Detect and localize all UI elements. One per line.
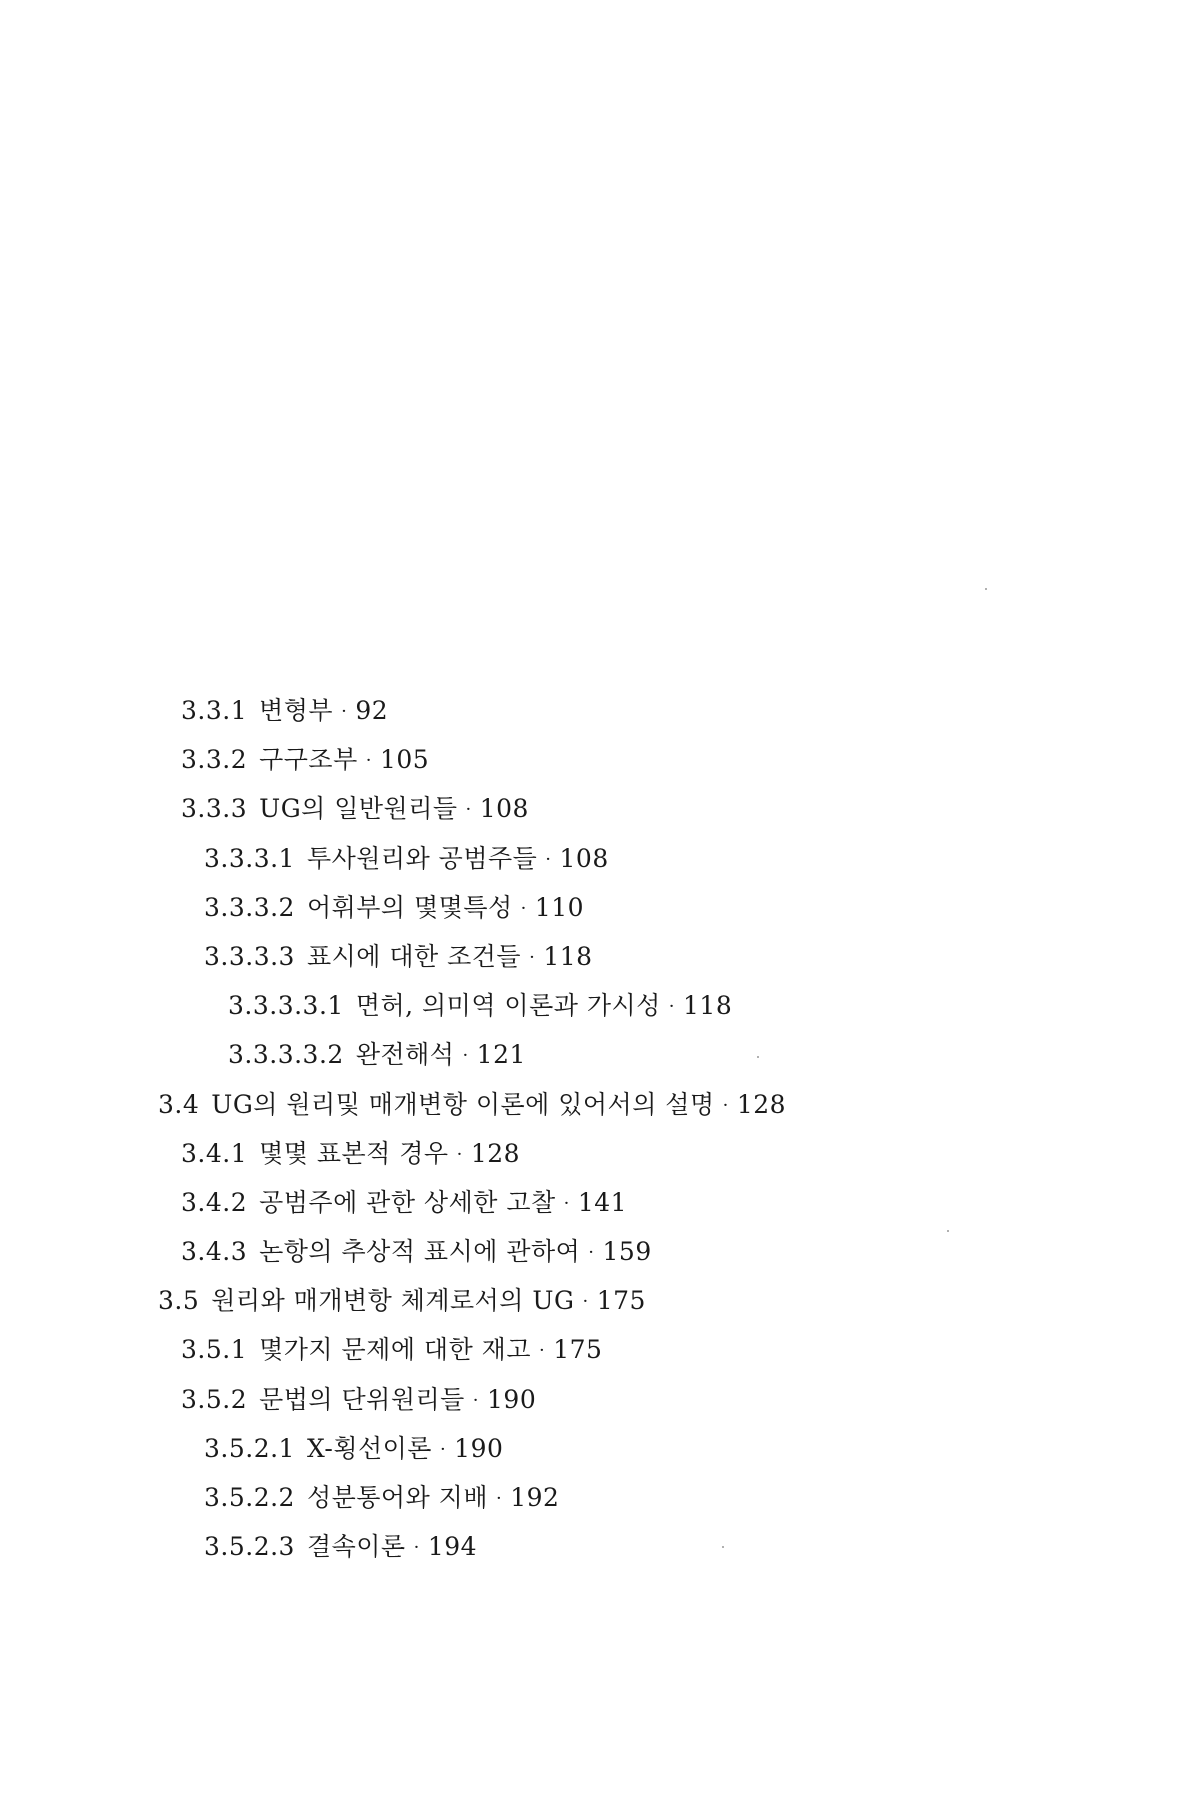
section-number: 3.4.1 bbox=[181, 1138, 248, 1168]
section-title: X-횡선이론 bbox=[306, 1433, 432, 1463]
section-title: 공범주에 관한 상세한 고찰 bbox=[259, 1187, 556, 1217]
section-title: 어휘부의 몇몇특성 bbox=[306, 892, 513, 922]
section-title: 결속이론 bbox=[306, 1532, 406, 1562]
section-title: 투사원리와 공범주들 bbox=[306, 843, 538, 873]
section-title: 성분통어와 지배 bbox=[306, 1483, 488, 1512]
section-title: 몇몇 표본적 경우 bbox=[259, 1138, 449, 1168]
toc-entry bbox=[0, 1375, 1200, 1424]
separator-dot: · bbox=[538, 1340, 546, 1362]
separator-dot: · bbox=[529, 946, 536, 968]
page-number: 92 bbox=[355, 696, 389, 725]
section-number: 3.3.3.3.2 bbox=[228, 1040, 344, 1070]
separator-dot: · bbox=[456, 1143, 463, 1165]
page-number: 175 bbox=[553, 1335, 603, 1365]
page-number: 141 bbox=[577, 1187, 628, 1217]
section-number: 3.3.3.2 bbox=[204, 892, 295, 922]
scan-speck bbox=[985, 588, 987, 590]
separator-dot: · bbox=[472, 1389, 480, 1411]
section-number: 3.3.3.3.1 bbox=[228, 991, 344, 1021]
section-title: 표시에 대한 조건들 bbox=[306, 941, 522, 971]
section-number: 3.3.1 bbox=[181, 696, 248, 725]
page-number: 128 bbox=[470, 1138, 521, 1168]
section-title: 변형부 bbox=[259, 696, 334, 725]
section-number: 3.4 bbox=[158, 1089, 200, 1119]
page-number: 108 bbox=[559, 843, 609, 873]
table-of-contents bbox=[0, 686, 1200, 1571]
separator-dot: · bbox=[439, 1438, 447, 1460]
separator-dot: · bbox=[465, 799, 472, 821]
toc-entry bbox=[0, 1080, 1200, 1129]
section-number: 3.5.2.2 bbox=[204, 1483, 295, 1512]
section-number: 3.5.2 bbox=[181, 1384, 248, 1414]
page-number: 128 bbox=[736, 1089, 787, 1119]
toc-entry bbox=[0, 932, 1200, 981]
page-number: 121 bbox=[476, 1040, 526, 1070]
page-number: 118 bbox=[683, 991, 733, 1021]
toc-entry bbox=[0, 1325, 1200, 1374]
separator-dot: · bbox=[495, 1488, 503, 1509]
page-number: 192 bbox=[510, 1483, 560, 1512]
section-number: 3.3.3.3 bbox=[204, 941, 295, 971]
section-title: UG의 원리및 매개변항 이론에 있어서의 설명 bbox=[211, 1089, 715, 1119]
scan-speck bbox=[947, 1230, 949, 1232]
section-title: 논항의 추상적 표시에 관하여 bbox=[259, 1237, 581, 1267]
scan-speck bbox=[757, 1056, 759, 1058]
page-number: 108 bbox=[479, 794, 529, 824]
separator-dot: · bbox=[582, 1291, 589, 1313]
page-number: 194 bbox=[427, 1532, 478, 1562]
toc-entry bbox=[0, 1522, 1200, 1571]
toc-entry bbox=[0, 1178, 1200, 1227]
separator-dot: · bbox=[462, 1045, 469, 1067]
separator-dot: · bbox=[341, 701, 348, 722]
toc-entry bbox=[0, 1030, 1200, 1079]
toc-entry bbox=[0, 981, 1200, 1030]
separator-dot: · bbox=[365, 750, 372, 772]
toc-entry bbox=[0, 686, 1200, 735]
page-number: 175 bbox=[596, 1286, 646, 1316]
section-number: 3.5.2.3 bbox=[204, 1532, 295, 1562]
page-number: 190 bbox=[487, 1384, 537, 1414]
section-title: 원리와 매개변항 체계로서의 UG bbox=[211, 1286, 575, 1316]
section-title: 구구조부 bbox=[259, 745, 358, 775]
section-number: 3.4.3 bbox=[181, 1237, 248, 1267]
separator-dot: · bbox=[563, 1192, 570, 1214]
separator-dot: · bbox=[588, 1242, 595, 1264]
section-number: 3.3.3.1 bbox=[204, 843, 295, 873]
toc-entry bbox=[0, 784, 1200, 833]
section-number: 3.3.3 bbox=[181, 794, 248, 824]
page-number: 110 bbox=[534, 892, 585, 922]
toc-entry bbox=[0, 883, 1200, 932]
toc-entry bbox=[0, 1276, 1200, 1325]
section-title: 문법의 단위원리들 bbox=[259, 1384, 465, 1414]
section-number: 3.4.2 bbox=[181, 1187, 248, 1217]
toc-entry bbox=[0, 834, 1200, 883]
separator-dot: · bbox=[413, 1537, 420, 1559]
scan-speck bbox=[722, 1546, 724, 1548]
separator-dot: · bbox=[520, 897, 527, 919]
section-number: 3.3.2 bbox=[181, 745, 248, 775]
separator-dot: · bbox=[545, 848, 552, 870]
toc-entry bbox=[0, 1473, 1200, 1522]
separator-dot: · bbox=[722, 1094, 729, 1116]
section-title: UG의 일반원리들 bbox=[259, 794, 458, 824]
page-number: 105 bbox=[379, 745, 430, 775]
page-number: 190 bbox=[454, 1433, 504, 1463]
section-title: 완전해석 bbox=[355, 1040, 455, 1070]
toc-entry bbox=[0, 735, 1200, 784]
section-number: 3.5 bbox=[158, 1286, 200, 1316]
toc-entry bbox=[0, 1227, 1200, 1276]
page-number: 118 bbox=[543, 941, 593, 971]
section-number: 3.5.1 bbox=[181, 1335, 248, 1365]
page-number: 159 bbox=[602, 1237, 652, 1267]
separator-dot: · bbox=[668, 996, 676, 1018]
section-title: 몇가지 문제에 대한 재고 bbox=[259, 1335, 531, 1365]
section-number: 3.5.2.1 bbox=[204, 1433, 295, 1463]
section-title: 면허, 의미역 이론과 가시성 bbox=[355, 991, 661, 1021]
toc-entry bbox=[0, 1129, 1200, 1178]
toc-entry bbox=[0, 1424, 1200, 1473]
